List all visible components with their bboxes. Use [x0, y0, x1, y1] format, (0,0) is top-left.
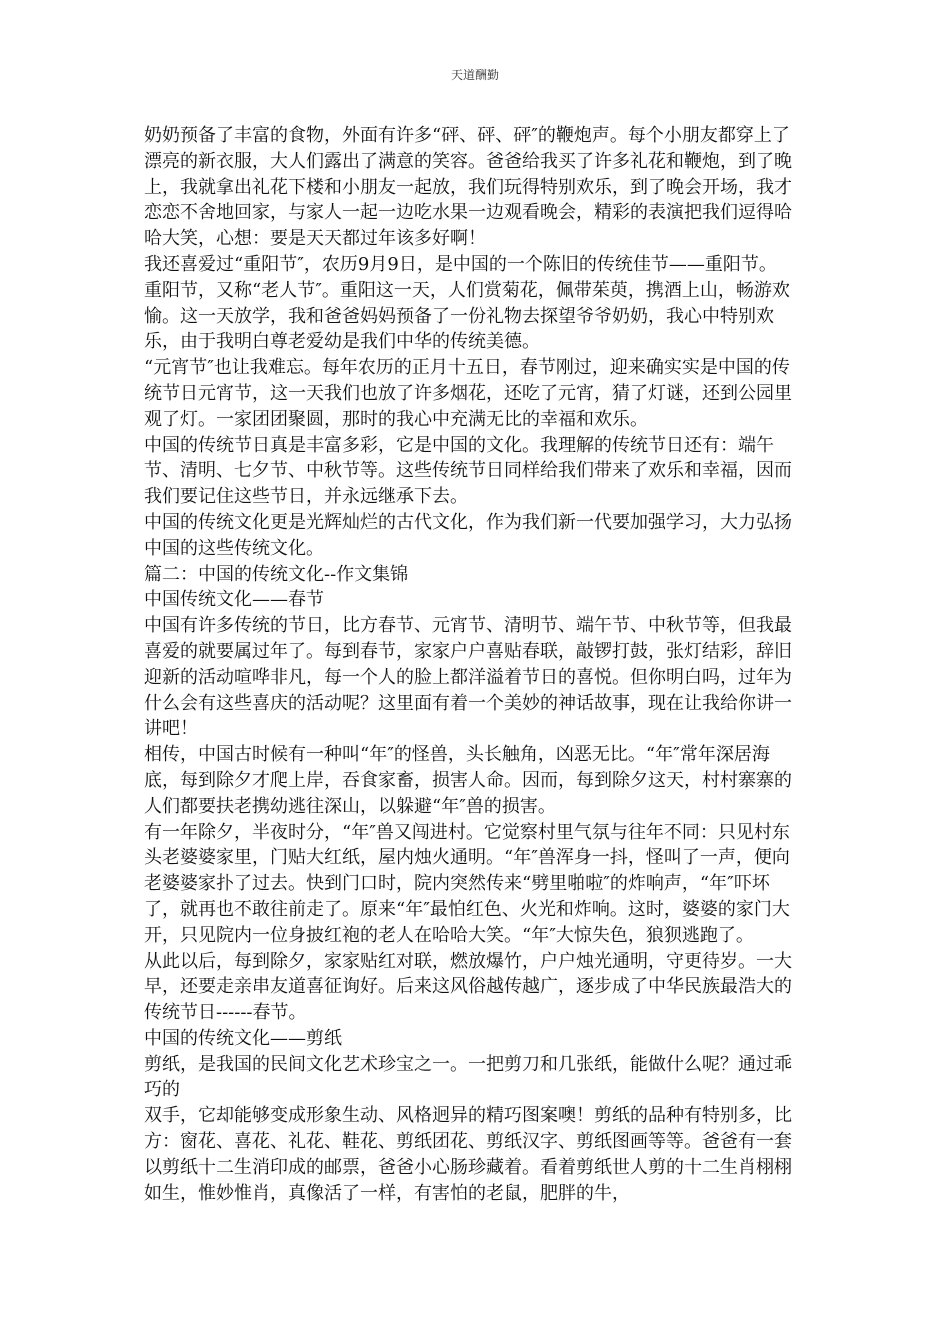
article-title: 中国的传统文化——剪纸 [144, 1027, 342, 1049]
article-title: 中国传统文化——春节 [144, 589, 324, 611]
paragraph: 我还喜爱过“重阳节″，农历9月9日，是中国的一个陈旧的传统佳节——重阳节。 [144, 253, 777, 275]
paragraph: 相传，中国古时候有一种叫“年″的怪兽，头长触角，凶恶无比。“年″常年深居海底，每到除夕才爬上岸，吞食家畜，损害人命。因而，每到除夕这天，村村寨寨的人们都要扶老携幼逃往深山，以躲避“年″兽的损害。 [144, 744, 792, 817]
paragraph: 中国的传统文化更是光辉灿烂的古代文化，作为我们新一代要加强学习，大力弘扬中国的这些传统文化。 [144, 511, 792, 559]
section-title: 篇二：中国的传统文化--作文集锦 [144, 563, 409, 585]
paragraph: 中国有许多传统的节日，比方春节、元宵节、清明节、端午节、中秋节等，但我最喜爱的就要属过年了。每到春节，家家户户喜贴春联，敲锣打鼓，张灯结彩，辞旧迎新的活动喧哗非凡，每一个人的脸上都洋溢着节日的喜悦。但你明白吗，过年为什么会有这些喜庆的活动呢？这里面有着一个美妙的神话故事，现在让我给你讲一讲吧！ [144, 615, 792, 740]
paragraph: “元宵节″也让我难忘。每年农历的正月十五日，春节刚过，迎来确实实是中国的传统节日元宵节，这一天我们也放了许多烟花，还吃了元宵，猜了灯谜，还到公园里观了灯。一家团团聚圆，那时的我心中充满无比的幸福和欢乐。 [144, 357, 792, 430]
paragraph: 有一年除夕，半夜时分，“年″兽又闯进村。它觉察村里气氛与往年不同：只见村东头老婆婆家里，门贴大红纸，屋内烛火通明。“年″兽浑身一抖，怪叫了一声，便向老婆婆家扑了过去。快到门口时，院内突然传来“劈里啪啦″的炸响声，“年″吓坏了，就再也不敢往前走了。原来“年″最怕红色、火光和炸响。这时，婆婆的家门大开，只见院内一位身披红袍的老人在哈哈大笑。“年″大惊失色，狼狈逃跑了。 [144, 821, 790, 946]
document-body [144, 123, 804, 1206]
paragraph: 中国的传统节日真是丰富多彩，它是中国的文化。我理解的传统节日还有：端午节、清明、七夕节、中秋节等。这些传统节日同样给我们带来了欢乐和幸福，因而我们要记住这些节日，并永远继承下去。 [144, 434, 792, 508]
paragraph: 奶奶预备了丰富的食物，外面有许多“砰、砰、砰″的鞭炮声。每个小朋友都穿上了漂亮的新衣服，大人们露出了满意的笑容。爸爸给我买了许多礼花和鞭炮，到了晚上，我就拿出礼花下楼和小朋友一起放，我们玩得特别欢乐，到了晚会开场，我才恋恋不舍地回家，与家人一起一边吃水果一边观看晚会，精彩的表演把我们逗得哈哈大笑，心想：要是天天都过年该多好啊！ [144, 125, 792, 250]
paragraph: 双手，它却能够变成形象生动、风格迥异的精巧图案噢！剪纸的品种有特别多，比方：窗花、喜花、礼花、鞋花、剪纸团花、剪纸汉字、剪纸图画等等。爸爸有一套以剪纸十二生消印成的邮票，爸爸小心肠珍藏着。看着剪纸世人剪的十二生肖栩栩如生，惟妙惟肖，真像活了一样，有害怕的老鼠，肥胖的牛， [144, 1105, 792, 1204]
paragraph: 剪纸，是我国的民间文化艺术珍宝之一。一把剪刀和几张纸，能做什么呢？通过乖巧的 [144, 1053, 792, 1101]
paragraph: 重阳节，又称“老人节″。重阳这一天，人们赏菊花，佩带茱萸，携酒上山，畅游欢愉。这一天放学，我和爸爸妈妈预备了一份礼物去探望爷爷奶奶，我心中特别欢乐，由于我明白尊老爱幼是我们中华的传统美德。 [144, 279, 790, 353]
page-header: 天道酬勤 [450, 68, 499, 82]
paragraph: 从此以后，每到除夕，家家贴红对联，燃放爆竹，户户烛光通明，守更待岁。一大早，还要走亲串友道喜征询好。后来这风俗越传越广，逐步成了中华民族最浩大的传统节日------春节。 [144, 950, 792, 1024]
